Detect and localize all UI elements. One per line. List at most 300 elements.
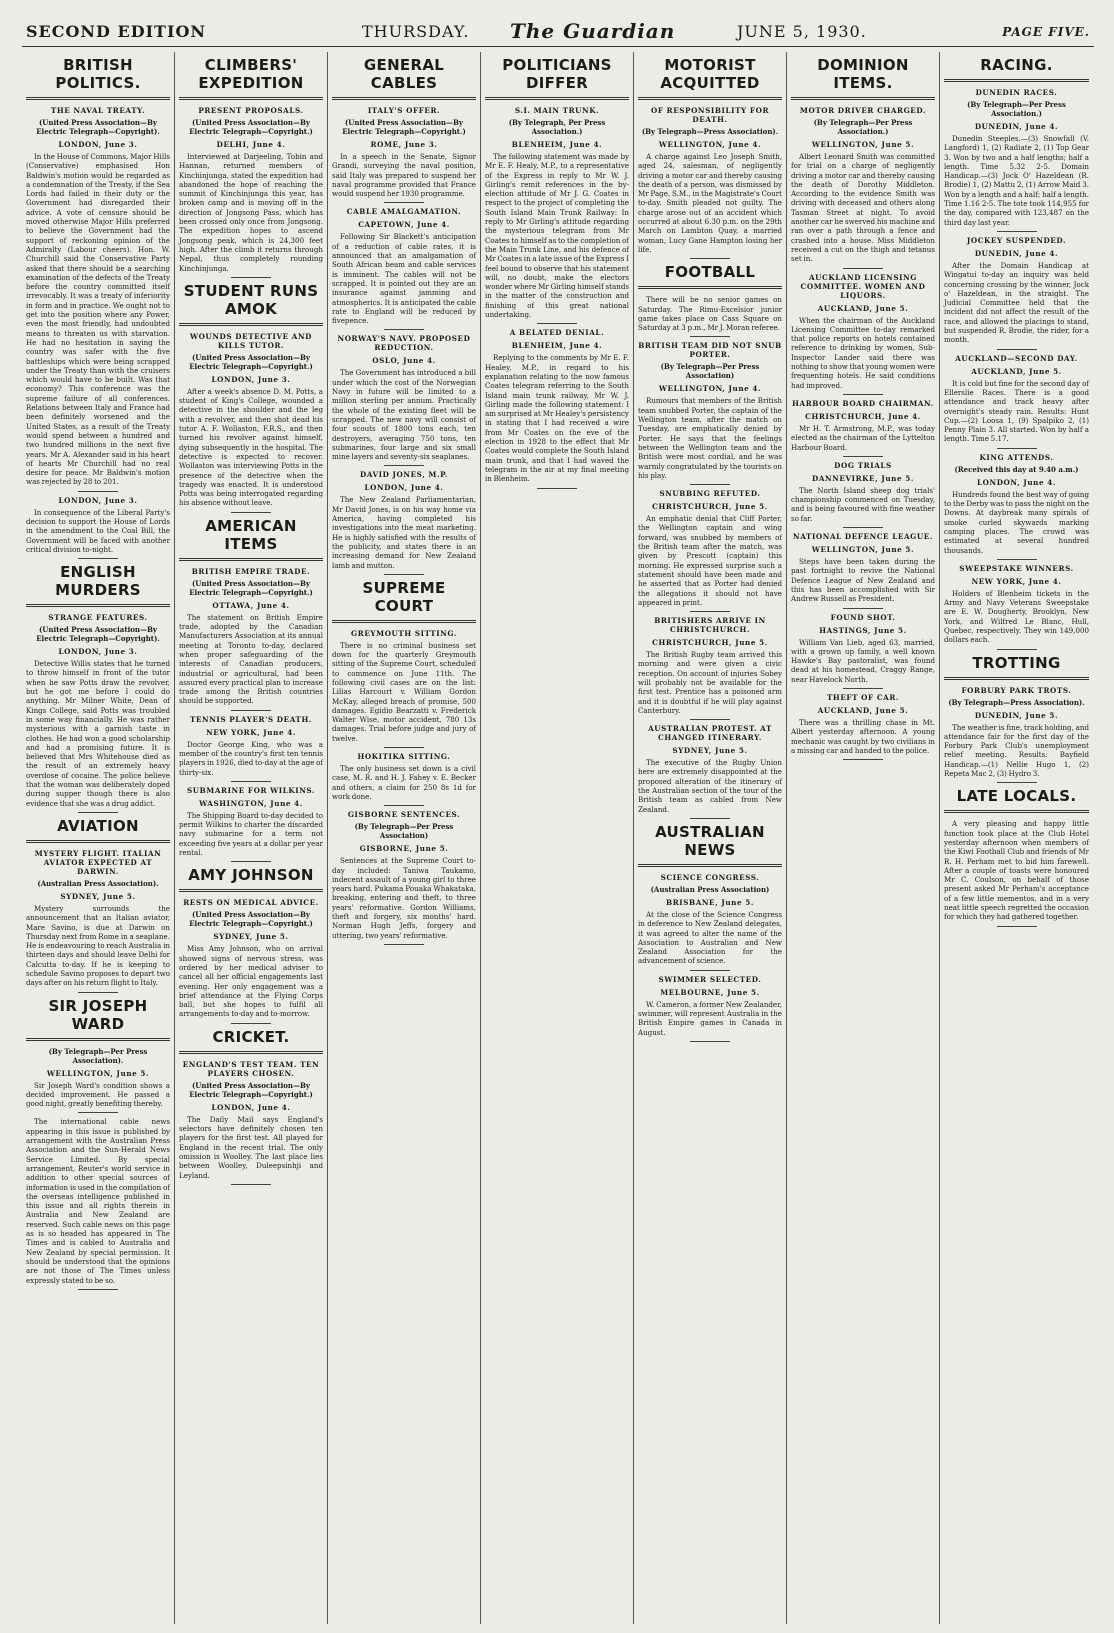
- article-dateline: DANNEVIRKE, June 5.: [812, 473, 914, 483]
- article-body: [179, 944, 323, 1018]
- article-credit: (By Telegraph—Per Press Association): [354, 822, 454, 841]
- article: [944, 354, 1089, 449]
- article-body: [332, 764, 476, 801]
- article-subheading: DOG TRIALS: [834, 460, 892, 470]
- article-text: The international cable news appearing in this issue is published by arrangement with the Australian Press Association and the Sun-Herald News Service Limited. By special arrangement, Reuter's world service in addition to other special sources of information is used in the compilation of the overseas intelligence published in this issue and all rights therein in Australia and New Zealand are reserved. Such cable news on this page as is so headed has appeared in The Times and is cabled to Australia and New Zealand by special permission. It should be understood that the opinions are not those of The Times unless expressly stated to be so.: [26, 1117, 170, 1285]
- article-dateline: SYDNEY, June 5.: [213, 932, 289, 942]
- section-divider: [537, 323, 577, 324]
- section-divider: [231, 710, 271, 711]
- section-divider: [384, 465, 424, 466]
- article-subheading: FOUND SHOT.: [830, 612, 896, 622]
- article-text: The statement on British Empire trade, adopted by the Canadian Manufacturers Association at its annual meeting at Toronto to-day, declared when proper safeguarding of the interests of Canadian producers, industrial or agricultural, had been assured every practical plan to increase trade among the British countries should be supported.: [179, 612, 323, 706]
- article-dateline: CHRISTCHURCH, June 4.: [805, 411, 921, 421]
- article-text: The New Zealand Parliamentarian, Mr David Jones, is on his way home via America, having completed his investigations into the meat marketing. He is highly satisfied with the results of the publicity, and states there is an increasing demand for New Zealand lamb and mutton.: [332, 495, 476, 570]
- article-dateline: LONDON, June 4.: [364, 483, 444, 493]
- article: [791, 613, 935, 689]
- section-divider: [690, 336, 730, 337]
- news-column: [634, 52, 787, 1624]
- article-text: Mr H. T. Armstrong, M.P., was today elected as the chairman of the Lyttelton Harbour Board.: [791, 423, 935, 452]
- article: [485, 328, 629, 488]
- article-headline: CLIMBERS' EXPEDITION: [179, 56, 323, 100]
- article: [26, 997, 170, 1114]
- article-dateline: WASHINGTON, June 4.: [199, 798, 303, 808]
- article-credit: (United Press Association—By Electric Telegraph—Copyright).: [36, 118, 160, 136]
- article-dateline: DELHI, June 4.: [216, 140, 286, 149]
- article-dateline: OSLO, June 4.: [372, 356, 436, 366]
- section-divider: [997, 559, 1037, 560]
- article-dateline: SYDNEY, June 5.: [672, 746, 748, 756]
- article-dateline: HASTINGS, June 5.: [819, 625, 907, 635]
- article: [26, 496, 170, 559]
- article-subheading: BRITISH TEAM DID NOT SNUB PORTER.: [638, 341, 782, 360]
- section-divider: [997, 231, 1037, 232]
- section-divider: [690, 970, 730, 971]
- article-credit: (United Press Association—By Electric Telegraph—Copyright.): [189, 578, 313, 597]
- article-subheading: FORBURY PARK TROTS.: [961, 685, 1072, 695]
- article: [638, 489, 782, 612]
- article: [944, 453, 1089, 560]
- article: [179, 715, 323, 782]
- article-text: Albert Leonard Smith was committed for trial on a charge of negligently driving a motor car and thereby causing the death of Dorothy Middleton. According to the evidence Smith was driving with deceased and others along Tasman Street at night. To avoid another car he swerved his machine and ran over a path through a fence and crashed into a house. Miss Middleton received a cut on the thigh and tetanus set in.: [791, 152, 935, 264]
- section-divider: [843, 456, 883, 457]
- article: [944, 787, 1089, 926]
- article-headline: GENERAL CABLES: [332, 56, 476, 100]
- section-divider: [384, 747, 424, 748]
- article-body: [332, 856, 476, 940]
- section-divider: [690, 611, 730, 612]
- article-body: [791, 316, 935, 390]
- article-body: [944, 490, 1089, 555]
- article-text: The only business set down is a civil case, M. R. and H. J. Fahey v. E. Becker and others, a claim for 250 8s 1d for work done.: [332, 764, 476, 801]
- article-subheading: BRITISH EMPIRE TRADE.: [191, 566, 311, 576]
- article-body: [179, 613, 323, 706]
- section-divider: [997, 649, 1037, 650]
- article: [791, 399, 935, 457]
- page-number: PAGE FIVE.: [1002, 25, 1090, 39]
- article-text: There is no criminal business set down for the quarterly Greymouth sitting of the Supreme Court, scheduled to commence on June 11th. The following civil cases are on the list: Lilias Harcourt v. William Gordon McKay, alleged breach of promise, 500 damages. Egidio Bearzatti v. Frederick Walter Wise, motor accident, 780 13s damages. Trial before judge and jury of twelve.: [332, 640, 476, 743]
- article-headline: AMERICAN ITEMS: [179, 517, 323, 561]
- article-headline: LATE LOCALS.: [944, 787, 1089, 813]
- article-credit: (United Press Association—By Electric Telegraph—Copyright).: [36, 625, 160, 644]
- article-headline: BRITISH POLITICS.: [26, 56, 170, 100]
- article-body: [791, 152, 935, 264]
- article-dateline: DUNEDIN, June 4.: [974, 248, 1059, 258]
- article-body: [179, 740, 323, 777]
- article-dateline: GISBORNE, June 5.: [359, 844, 449, 854]
- article: [638, 56, 782, 259]
- article-body: [791, 718, 935, 755]
- news-column: [328, 52, 481, 1624]
- article-body: [26, 1081, 170, 1109]
- article: [944, 564, 1089, 650]
- article-body: [179, 387, 323, 508]
- article: [944, 654, 1089, 784]
- article: [638, 724, 782, 819]
- article-text: Miss Amy Johnson, who on arrival showed signs of nervous stress, was ordered by her medical adviser to cancel all her official engagements last evening. Her only engagement was a brief attendance at the Flying Corps ball, but she hopes to fulfil all arrangements to-day and to-morrow.: [179, 944, 323, 1019]
- article-subheading: SWIMMER SELECTED.: [658, 974, 762, 984]
- article-subheading: SWEEPSTAKE WINNERS.: [959, 563, 1074, 573]
- article-body: [638, 514, 782, 607]
- article-body: [791, 424, 935, 452]
- article-dateline: LONDON, June 4.: [211, 1102, 291, 1112]
- article-text: The weather is fine, track holding, and attendance fair for the first day of the Forbury Park Club's unemployment relief meeting. Results: Bayfield Handicap.—(1) Nellie Hugo 1, (2) Repeta Mac 2, (3) Hydro 3.: [944, 722, 1089, 779]
- article: [638, 263, 782, 337]
- article-body: [638, 1000, 782, 1037]
- article: [944, 56, 1089, 232]
- section-divider: [690, 818, 730, 819]
- article-body: [485, 152, 629, 319]
- article-dateline: BLENHEIM, June 4.: [511, 341, 603, 351]
- article: [791, 273, 935, 395]
- section-divider: [843, 527, 883, 528]
- article: [332, 470, 476, 574]
- article-body: [638, 295, 782, 332]
- section-divider: [78, 491, 118, 492]
- article-text: There was a thrilling chase in Mt. Albert yesterday afternoon. A young mechanic was caught by two civilians in a missing car and handed to the police.: [791, 717, 935, 755]
- article-text: Mystery surrounds the announcement that an Italian aviator, Mare Savino, is due at Darwin on Thursday next from Rome in a seaplane. He is endeavouring to reach Australia in thirteen days and should leave Delhi for Calcutta to-day. If he is keeping to schedule Savino proposes to depart two days after on his return flight to Italy.: [26, 903, 170, 988]
- article: [638, 975, 782, 1042]
- news-column: [22, 52, 175, 1624]
- article-credit: (United Press Association—By Electric Telegraph—Copyright.): [189, 910, 313, 929]
- article: [179, 517, 323, 711]
- article: [944, 236, 1089, 350]
- article-subheading: GISBORNE SENTENCES.: [347, 810, 461, 820]
- article-dateline: LONDON, June 3.: [58, 495, 138, 505]
- masthead: [22, 20, 1094, 47]
- article-dateline: MELBOURNE, June 5.: [660, 987, 760, 997]
- article-dateline: CAPETOWN, June 4.: [358, 220, 450, 230]
- section-divider: [690, 484, 730, 485]
- article-text: Hundreds found the best way of going to the Derby was to pass the night on the Downs. At daybreak many spirals of smoke curled skywards marking camping places. The crowd was estimated at several hundred thousands.: [944, 489, 1089, 555]
- section-divider: [384, 329, 424, 330]
- article: [332, 207, 476, 330]
- section-divider: [843, 268, 883, 269]
- article-body: [179, 152, 323, 273]
- article-body: [332, 368, 476, 461]
- article-text: Rumours that members of the British team snubbed Porter, the captain of the Wellington team, after the match on Tuesday, are emphatically denied by Porter. He says that the feelings between the Wellington team and the British were most cordial, and he was warmly congratulated by the tourists on his play.: [638, 396, 782, 480]
- article: [179, 282, 323, 513]
- section-divider: [843, 688, 883, 689]
- article-dateline: AUCKLAND, June 5.: [971, 366, 1062, 376]
- article-text: At the close of the Science Congress in deference to New Zealand delegates, it was agreed to alter the name of the Association to Australian and New Zealand Association for the advancement of science.: [638, 909, 782, 966]
- article-dateline: LONDON, June 3.: [211, 374, 291, 384]
- article-subheading: STRANGE FEATURES.: [48, 613, 148, 623]
- article: [26, 1117, 170, 1289]
- article-credit: (Australian Press Association).: [37, 878, 159, 888]
- article-headline: AUSTRALIAN NEWS: [638, 823, 782, 867]
- article-dateline: AUCKLAND, June 5.: [817, 303, 909, 313]
- article-body: [638, 650, 782, 715]
- article-body: [332, 232, 476, 325]
- article-text: In the House of Commons, Major Hills (Conservative) emphasised Hon Baldwin's motion would be regarded as a condemnation of the Treaty, if the Sea Lords had failed in their duty or the Government had disregarded their advice. A vote of censure should be moved otherwise Major Hills preferred to believe the Government had the support of reckoning opinion of the Admiralty (Labour cheers). Hon. W. Churchill said the Conservative Party asked that there should be a searching examination of the defects of the Treaty before the country committed itself irrevocably. It was a treaty of inferiority in form and in practice. We ought not to get into the position where any Power, even the most friendly, had undoubted means to threaten us with starvation. He had no hesitation in saying the country was safer with the five battleships which were being scrapped under the Treaty than with the cruisers which would have to be built. Was that economy? This conference was the supreme failure of all conferences. Relations between Italy and France had been definitely worsened and the United States, as a result of the Treaty would spend between a hundred and two hundred millions in the next five years. Mr A. Alexander said in his heart of hearts Mr Churchill had no real desire for peace. Mr Baldwin's motion was rejected by 28 to 201.: [26, 152, 170, 487]
- article-subheading: GREYMOUTH SITTING.: [351, 628, 457, 638]
- article-dateline: DUNEDIN, June 5.: [974, 710, 1059, 720]
- article-subheading: JOCKEY SUSPENDED.: [966, 235, 1067, 245]
- article-body: [944, 589, 1089, 645]
- article: [332, 579, 476, 748]
- article-body: [791, 557, 935, 603]
- article: [638, 341, 782, 485]
- day-label: THURSDAY.: [362, 22, 470, 41]
- article-text: W. Cameron, a former New Zealander, swimmer, will represent Australia in the British Empire games in Canada in August.: [638, 999, 782, 1037]
- article-headline: SUPREME COURT: [332, 579, 476, 623]
- article-subheading: SNUBBING REFUTED.: [659, 489, 761, 499]
- article-credit: (By Telegraph—Per Press Association.): [813, 118, 913, 136]
- article-dateline: BLENHEIM, June 4.: [511, 140, 603, 149]
- article: [26, 56, 170, 492]
- article-credit: (United Press Association—By Electric Telegraph—Copyright.): [342, 118, 466, 136]
- article-text: After the Domain Handicap at Wingatui to-day an inquiry was held concerning crossing by the winner, Jock o' Hazeldean, in the straight. The Judicial Committee held that the incident did not affect the result of the race, and allowed the placings to stand, but suspended R. Brodie, the rider, for a month.: [944, 260, 1089, 345]
- date-label: JUNE 5, 1930.: [737, 22, 867, 41]
- article-body: [944, 379, 1089, 444]
- article-text: In a speech in the Senate, Signor Grandi, surveying the naval position, said Italy was prepared to suspend her naval programme provided that France would suspend her 1930 programme.: [332, 152, 476, 199]
- section-divider: [384, 202, 424, 203]
- article-body: [638, 910, 782, 966]
- section-divider: [690, 1041, 730, 1042]
- article-subheading: HOKITIKA SITTING.: [357, 752, 451, 762]
- article: [26, 817, 170, 993]
- article-text: Following Sir Blackett's anticipation of a reduction of cable rates, it is announced that an amalgamation of South African beam and cable services is imminent. The cables will not be scrapped. It is pointed out they are an insurance against jamming and atmospherics. It is anticipated the cable rate to England will be reduced by fivepence.: [332, 232, 476, 326]
- article-body: [944, 819, 1089, 921]
- article-body: [791, 638, 935, 684]
- section-divider: [231, 1023, 271, 1024]
- article-headline: CRICKET.: [179, 1028, 323, 1054]
- article-text: The executive of the Rugby Union here are extremely disappointed at the proposed alteration of the itinerary of the Australian section of the tour of the British team as cabled from New Zealand.: [638, 758, 782, 814]
- article-text: After a week's absence D. M. Potts, a student of King's College, wounded a detective in the shoulder and the leg with a revolver, and then shot dead his tutor A. F. Wollaston, F.R.S., and then turned his revolver against himself, dying subsequently in the hospital. The detective is expected to recover. Wollaston was interviewing Potts in the presence of the detective when the tragedy was enacted. It is understood Potts was being interrogated regarding his absence without leave.: [179, 386, 323, 508]
- article-subheading: DUNEDIN RACES.: [975, 88, 1058, 97]
- article-credit: (By Telegraph—Per Press Association): [660, 362, 760, 381]
- article: [332, 752, 476, 806]
- news-column: [481, 52, 634, 1624]
- article-subheading: RESTS ON MEDICAL ADVICE.: [183, 898, 319, 908]
- article-text: Sentences at the Supreme Court to-day included: Taniwa Taukamo, indecent assault of a young girl to three years hard. Pukama Pouaka Whakataka, breaking, entering and theft, to three years' reformative. Gordon Williams, theft and forgery, six months' hard. Norman Hugh Jeffs, forgery and uttering, two years' reformative.: [332, 856, 476, 940]
- article-headline: DOMINION ITEMS.: [791, 56, 935, 100]
- article-text: An emphatic denial that Cliff Porter, the Wellington captain and wing forward, was snubbed by members of the British team after the match, was given by Prescott (captain) this morning. He expressed surprise such a statement should have been made and he asserted that as Porter had denied the allegations it should not have appeared in print.: [638, 514, 782, 607]
- article-dateline: CHRISTCHURCH, June 5.: [652, 638, 768, 648]
- article-subheading: S.I. MAIN TRUNK.: [514, 106, 600, 115]
- article-credit: (By Telegraph—Press Association).: [641, 127, 779, 136]
- article-subheading: BRITISHERS ARRIVE IN CHRISTCHURCH.: [654, 616, 766, 635]
- article-subheading: MOTOR DRIVER CHARGED.: [799, 106, 927, 115]
- article-headline: AVIATION: [26, 817, 170, 843]
- section-divider: [78, 992, 118, 993]
- article-subheading: NATIONAL DEFENCE LEAGUE.: [793, 532, 933, 542]
- news-column: [175, 52, 328, 1624]
- article: [791, 56, 935, 269]
- article-dateline: WELLINGTON, June 5.: [46, 1068, 150, 1078]
- section-divider: [997, 448, 1037, 449]
- news-column: [940, 52, 1093, 1624]
- section-divider: [384, 944, 424, 945]
- article-body: [791, 486, 935, 523]
- article-text: A very pleasing and happy little function took place at the Club Hotel yesterday afternoon when members of the Kiwi Football Club and friends of Mr R. H. Perham met to bid him farewell. After a couple of toasts were honoured Mr C. Coulson, on behalf of those present asked Mr Perham's acceptance of a few little mementos, and in a very neat little speech regretted the occasion for which they had gathered together.: [944, 819, 1089, 922]
- article-subheading: ENGLAND'S TEST TEAM. TEN PLAYERS CHOSEN.: [182, 1059, 320, 1078]
- article-text: Dunedin Steeples.—(3) Snowfall (V. Langford) 1, (2) Radiate 2, (1) Top Gear 3. Won by two and a half lengths; half a length. Time 5.32 2-5. Domain Handicap.—(3) Jock O' Hazeldean (R. Brodie) 1, (2) Mattu 2, (1) Arrow Maid 3. Won by a length and a half; half a length. Time 1.16 2-5. The tote took 114,955 for the day, compared with 123,487 on the third day last year.: [944, 134, 1089, 227]
- article-headline: STUDENT RUNS AMOK: [179, 282, 323, 326]
- article: [791, 693, 935, 760]
- article-body: [638, 152, 782, 254]
- article-body: [944, 261, 1089, 345]
- article-subheading: HARBOUR BOARD CHAIRMAN.: [792, 398, 934, 408]
- section-divider: [231, 277, 271, 278]
- article: [179, 786, 323, 862]
- article-text: In consequence of the Liberal Party's decision to support the House of Lords in the amendment to the Coal Bill, the Government will be faced with another critical division to-night.: [26, 507, 170, 554]
- article-dateline: NEW YORK, June 4.: [971, 576, 1062, 586]
- article: [332, 56, 476, 203]
- article-dateline: NEW YORK, June 4.: [206, 727, 296, 737]
- columns-container: [22, 52, 1094, 1624]
- article-headline: MOTORIST ACQUITTED: [638, 56, 782, 100]
- section-divider: [384, 574, 424, 575]
- article-body: [638, 396, 782, 480]
- article-text: Holders of Blenheim tickets in the Army and Navy Veterans Sweepstake are E. W. Dougherty, Brooklyn, New York, and Wilfred Le Blanc, Hull, Quebec, respectively. They win 149,000 dollars each.: [944, 588, 1089, 645]
- article-body: [332, 641, 476, 743]
- article-text: Detective Willis states that he turned to throw himself in front of the tutor when he saw Potts draw the revolver, but he got me before I could do anything. Mr Milner White, Dean of Kings College, said Potts was troubled in some way financially. He was rather mysterious with a garnish taste in clothes. He had won a good scholarship and had a promising future. It is believed that Mrs Whitehouse died as the result of an extremely heavy overdose of cocaine. The police believe that the woman was deliberately doped during supper though there is also evidence that she was a drug addict.: [26, 659, 170, 808]
- article-headline: POLITICIANS DIFFER: [485, 56, 629, 100]
- article-subheading: CABLE AMALGAMATION.: [346, 207, 462, 217]
- article-subheading: THE NAVAL TREATY.: [50, 106, 146, 115]
- article-subheading: A BELATED DENIAL.: [509, 328, 605, 338]
- article: [332, 334, 476, 466]
- article: [179, 1028, 323, 1185]
- article-body: [944, 134, 1089, 227]
- article-subheading: OF RESPONSIBILITY FOR DEATH.: [650, 106, 770, 124]
- article-body: [26, 152, 170, 487]
- article-credit: (United Press Association—By Electric Telegraph—Copyright.): [189, 352, 313, 371]
- article-text: There will be no senior games on Saturday. The Rimu-Excelsior junior game takes place on Cass Square on Saturday at 3 p.m., Mr J. Moran referee.: [638, 295, 782, 333]
- article-headline: SIR JOSEPH WARD: [26, 997, 170, 1041]
- section-divider: [78, 812, 118, 813]
- article-dateline: BRISBANE, June 5.: [666, 897, 754, 907]
- article-dateline: AUCKLAND, June 5.: [817, 705, 909, 715]
- article-text: When the chairman of the Auckland Licensing Committee to-day remarked that police reports on hotels contained reference to drinking by women, Sub-Inspector Lander said there was nothing to show that young women were frequenting hotels. He said conditions had improved.: [791, 315, 935, 390]
- article-body: [26, 904, 170, 988]
- article-subheading: AUCKLAND—SECOND DAY.: [955, 353, 1078, 363]
- article-text: The North Island sheep dog trials' championship commenced on Tuesday, and is being favoured with fine weather so far.: [791, 485, 935, 523]
- article-body: [179, 811, 323, 857]
- article-text: The following statement was made by Mr E. F. Healy, M.P., to a representative of the Express in reply to Mr W. J. Girling's remit references in the by-election attitude of Mr J. G. Coates in respect to the project of completing the South Island Main Trunk Railway: In reply to Mr Girling's attitude regarding the mysterious telegram from Mr Coates to himself as to the completion of the Main Trunk Line, and his defence of Mr Coates in a late issue of the Express I feel bound to observe that his statement will, no doubt, make the electors wonder where Mr Girling himself stands in the matter of the construction and finishing of this great national undertaking.: [485, 152, 629, 320]
- section-divider: [231, 1184, 271, 1185]
- article-credit: (By Telegraph—Press Association).: [948, 697, 1085, 707]
- section-divider: [843, 394, 883, 395]
- article-credit: (Received this day at 9.40 a.m.): [954, 464, 1079, 474]
- news-column: [787, 52, 940, 1624]
- section-divider: [231, 781, 271, 782]
- article-dateline: LONDON, June 3.: [58, 140, 138, 149]
- article-subheading: WOUNDS DETECTIVE AND KILLS TUTOR.: [189, 331, 312, 350]
- article-credit: (By Telegraph—Per Press Association).: [48, 1046, 148, 1065]
- article-subheading: TENNIS PLAYER'S DEATH.: [190, 714, 312, 724]
- article-subheading: DAVID JONES, M.P.: [360, 470, 448, 480]
- article-text: Replying to the comments by Mr E. F. Healey, M.P., in regard to his explanation relating to the now famous Coates telegram referring to the South Island main trunk railway, Mr W. J. Girling made the following statement: I am surprised at Mr Healey's persistency in stating that I had received a wire from Mr Coates on the eve of the election in 1928 to the effect that Mr Coates would complete the South Island main trunk, and that I had waved the telegram in the air at my final meeting in Blenheim.: [485, 353, 629, 484]
- article: [26, 563, 170, 813]
- article-body: [638, 758, 782, 814]
- article-subheading: PRESENT PROPOSALS.: [198, 106, 304, 115]
- article-dateline: SYDNEY, June 5.: [60, 891, 136, 901]
- section-divider: [997, 349, 1037, 350]
- article-subheading: SCIENCE CONGRESS.: [660, 872, 760, 882]
- article-text: The British Rugby team arrived this morning and were given a civic reception. On account of injuries Sobey will probably not be available for the first test. Prentice has a poisoned arm and it is doubtful if he will play against Canterbury.: [638, 650, 782, 715]
- article: [638, 823, 782, 971]
- article-text: The Shipping Board to-day decided to permit Wilkins to charter the discarded navy submarine for a term not exceeding five years at a dollar per year rental.: [179, 810, 323, 858]
- article: [791, 532, 935, 608]
- edition-label: SECOND EDITION: [26, 22, 206, 41]
- article-text: The Daily Mail says England's selectors have definitely chosen ten players for the first test. All played for England in the recent trial. The only omission is Woolley. The last place lies between Woolley, Duleepsinhji and Leyland.: [179, 1114, 323, 1180]
- article-text: The Government has introduced a bill under which the cost of the Norwegian Navy in future will be limited to a million sterling per annum. Practically the whole of the existing fleet will be scrapped. The new navy will consist of four scouts of 1800 tons each, ten destroyers, averaging 750 tons, ten submarines, four large and six small mine layers and seventy-six seaplanes.: [332, 368, 476, 462]
- article-subheading: AUSTRALIAN PROTEST. AT CHANGED ITINERARY.: [648, 724, 772, 743]
- article: [332, 810, 476, 945]
- article-body: [332, 152, 476, 198]
- article-text: Steps have been taken during the past fortnight to revive the National Defence League of New Zealand and this has been accomplished with Sir Andrew Russell as President.: [791, 557, 935, 604]
- section-divider: [997, 782, 1037, 783]
- article-text: William Van Lieb, aged 63, married, with a grown up family, a well known Hawke's Bay pastoralist, was found dead at his homestead, Craggy Range, near Havelock North.: [791, 637, 935, 684]
- article-text: Interviewed at Darjeeling, Tobin and Hannan, returned members of Kinchinjunga, stated the expedition had abandoned the hope of reaching the summit of Kinchinjunga this year, has broken camp and is moving off in the direction of Jongsong Pass, which has been crossed only once from Jongsong. The expedition hopes to ascend Jongsong peak, which is 24,300 feet high. After the climb it returns through Nepal, thus completely rounding Kinchinjunga.: [179, 152, 323, 273]
- article-headline: FOOTBALL: [638, 263, 782, 289]
- section-divider: [78, 558, 118, 559]
- article-text: It is cold but fine for the second day of Ellerslie Races. There is a good attendance and track heavy after overnight's steady rain. Results: Hunt Cup.—(2) Loosa 1, (9) Spalpiko 2, (1) Penny Plain 3. All started. Won by half a length. Time 5.17.: [944, 378, 1089, 444]
- section-divider: [231, 861, 271, 862]
- article-dateline: CHRISTCHURCH, June 5.: [652, 502, 768, 512]
- article: [485, 56, 629, 324]
- article: [638, 616, 782, 720]
- article-body: [26, 659, 170, 808]
- section-divider: [384, 805, 424, 806]
- article-body: [26, 1117, 170, 1284]
- article-dateline: WELLINGTON, June 5.: [811, 140, 915, 149]
- article-dateline: LONDON, June 3.: [58, 647, 138, 657]
- section-divider: [690, 719, 730, 720]
- article-credit: (United Press Association—By Electric Telegraph—Copyright.): [189, 118, 313, 136]
- article-headline: TROTTING: [944, 654, 1089, 680]
- article-text: Sir Joseph Ward's condition shows a decided improvement. He passed a good night, greatly benefiting thereby.: [26, 1080, 170, 1109]
- article-body: [179, 1115, 323, 1180]
- article-dateline: LONDON, June 4.: [977, 477, 1056, 487]
- section-divider: [690, 258, 730, 259]
- article-headline: AMY JOHNSON: [179, 866, 323, 892]
- article-text: Doctor George King, who was a member of the country's first ten tennis players in 1926, died to-day at the age of thirty-six.: [179, 739, 323, 777]
- article-dateline: DUNEDIN, June 4.: [974, 122, 1059, 131]
- article-subheading: NORWAY'S NAVY. PROPOSED REDUCTION.: [337, 334, 471, 353]
- article-credit: (United Press Association—By Electric Telegraph—Copyright.): [189, 1080, 313, 1099]
- article-dateline: WELLINGTON, June 4.: [658, 140, 762, 149]
- article-dateline: WELLINGTON, June 4.: [658, 384, 762, 394]
- article: [791, 461, 935, 528]
- article: [179, 866, 323, 1023]
- article-text: A charge against Leo Joseph Smith, aged 24, salesman, of negligently driving a motor car and thereby causing the death of a person, was dismissed by Mr Page, S.M., in the Magistrate's Court to-day. Smith pleaded not guilty. The charge arose out of an accident which occurred at about 6.30 p.m. on the 29th March on Lambton Quay, a married woman, Lucy Gane Hampton losing her life.: [638, 152, 782, 254]
- article-body: [26, 508, 170, 554]
- article-subheading: SUBMARINE FOR WILKINS.: [186, 785, 316, 795]
- article: [179, 56, 323, 278]
- article-headline: RACING.: [944, 56, 1089, 82]
- paper-title: The Guardian: [510, 19, 676, 43]
- article-subheading: AUCKLAND LICENSING COMMITTEE. WOMEN AND LIQUORS.: [800, 272, 926, 300]
- article-credit: (By Telegraph, Per Press Association.): [508, 118, 606, 136]
- article-credit: (By Telegraph—Per Press Association.): [967, 100, 1066, 118]
- article-body: [944, 723, 1089, 779]
- article-body: [332, 495, 476, 569]
- section-divider: [537, 488, 577, 489]
- section-divider: [78, 1289, 118, 1290]
- section-divider: [997, 926, 1037, 927]
- article-subheading: MYSTERY FLIGHT. ITALIAN AVIATOR EXPECTED AT DARWIN.: [34, 848, 162, 876]
- section-divider: [231, 512, 271, 513]
- article-subheading: KING ATTENDS.: [979, 452, 1054, 462]
- article-subheading: ITALY'S OFFER.: [367, 106, 441, 115]
- section-divider: [843, 759, 883, 760]
- article-body: [485, 353, 629, 483]
- article-subheading: THEFT OF CAR.: [826, 692, 899, 702]
- section-divider: [843, 608, 883, 609]
